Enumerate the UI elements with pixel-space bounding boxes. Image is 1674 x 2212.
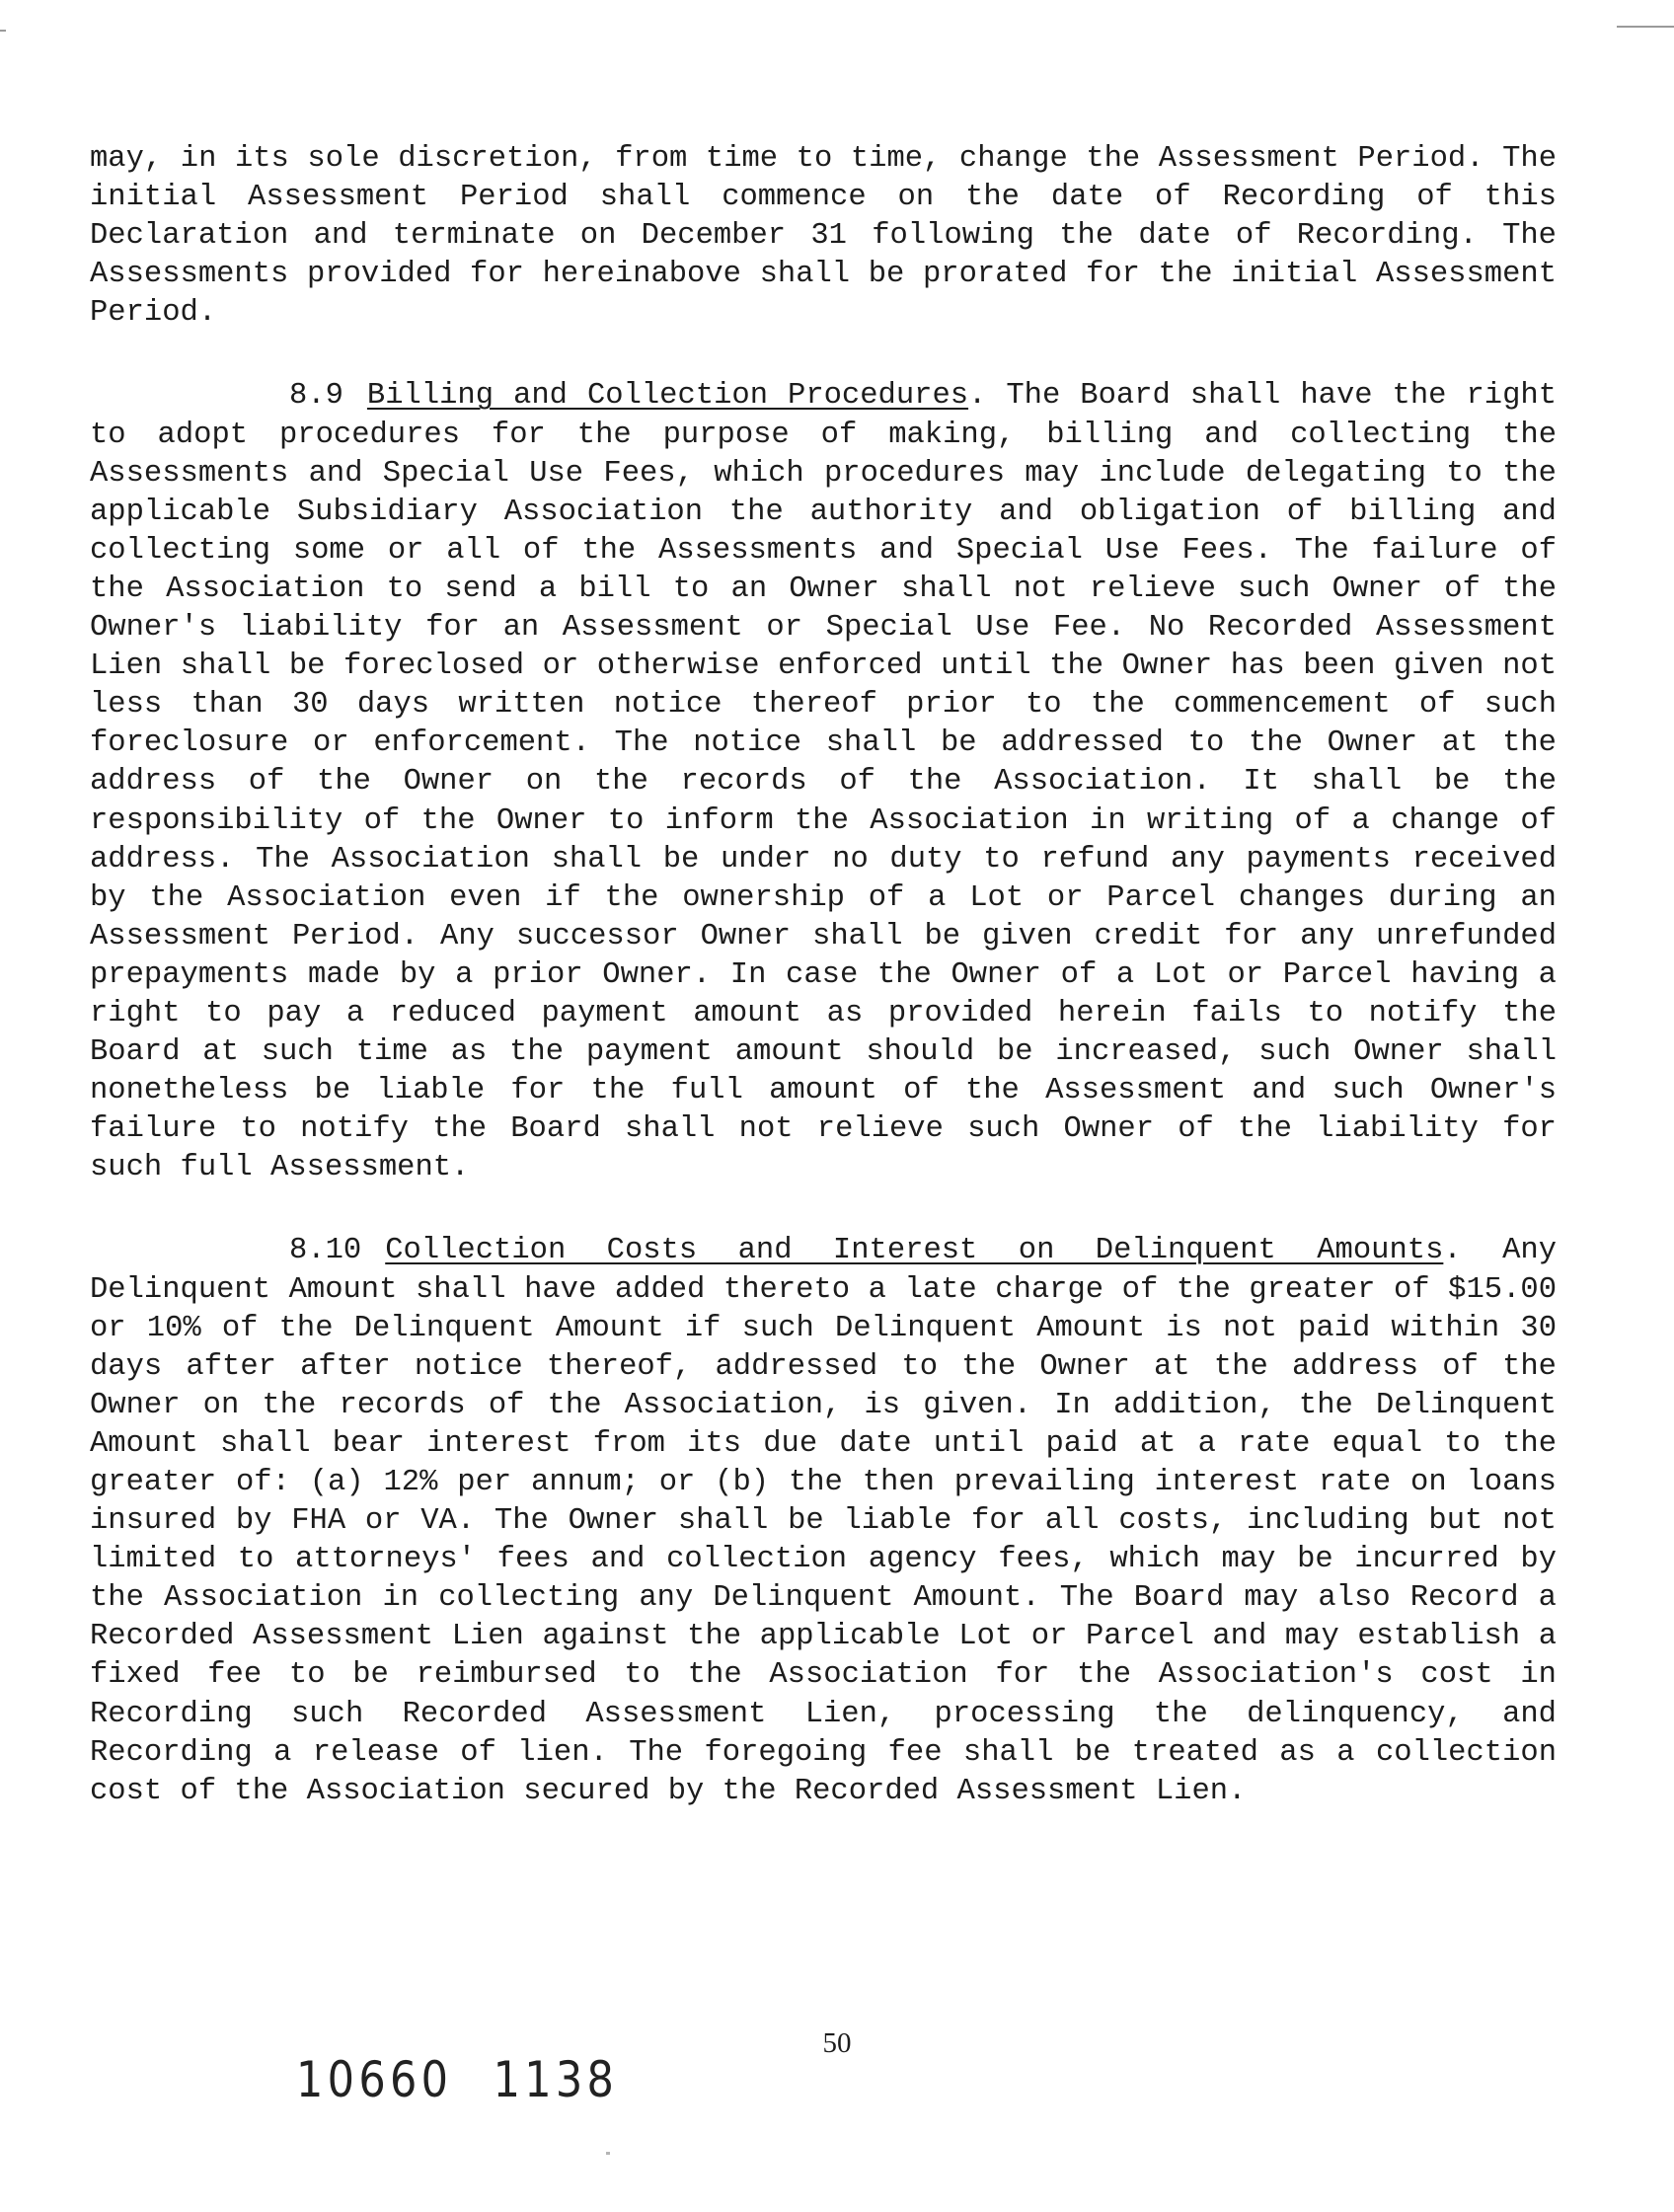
section-number: 8.10 xyxy=(289,1234,362,1268)
recording-book-number: 10660 xyxy=(296,2051,453,2108)
section-heading: Billing and Collection Procedures xyxy=(366,379,969,414)
scan-edge-mark xyxy=(1617,26,1674,28)
page-number: 50 xyxy=(822,2027,852,2059)
recording-page-number: 1138 xyxy=(493,2051,619,2108)
paragraph-text: may, in its sole discretion, from time to time, change the Assessment Period. The initial Assessment Period shall commence on the date of Recording of this Declaration and terminate on December 31 following the date of Recording. The Assessments provided for hereinabove shall be prorated for the initial Assessment Period. xyxy=(90,142,1557,331)
paragraph-text: . Any Delinquent Amount shall have added thereto a late charge of the greater of $15.00 or 10% of the Delinquent Amount if such Delinquent Amount is not paid within 30 days after after notice thereof, addressed to the Owner at the address of the Owner on the records of the Association, is given. In addition, the Delinquent Amount shall bear interest from its due date until paid at a rate equal to the greater of: (a) 12% per annum; or (b) the then prevailing interest rate on loans insured by FHA or VA. The Owner shall be liable for all costs, including but not limited to attorneys' fees and collection agency fees, which may be incurred by the Association in collecting any Delinquent Amount. The Board may also Record a Recorded Assessment Lien against the applicable Lot or Parcel and may establish a fixed fee to be reimbursed to the Association for the Association's cost in Recording such Recorded Assessment Lien, processing the delinquency, and Recording a release of lien. The foregoing fee shall be treated as a collection cost of the Association secured by the Recorded Assessment Lien. xyxy=(90,1234,1558,1808)
scan-edge-mark xyxy=(0,30,6,32)
section-number: 8.9 xyxy=(289,379,343,414)
scan-speck xyxy=(606,2152,610,2155)
document-body xyxy=(90,140,1557,1856)
continuation-paragraph xyxy=(90,140,1557,333)
section-8-10-paragraph xyxy=(90,1232,1557,1810)
paragraph-text: . The Board shall have the right to adopt procedures for the purpose of making, billing and collecting the Assessments and Special Use Fees, which procedures may include delegating to the applicable Subsidiary Association the authority and obligation of billing and collecting some or all of the Assessments and Special Use Fees. The failure of the Association to send a bill to an Owner shall not relieve such Owner of the Owner's liability for an Assessment or Special Use Fee. No Recorded Assessment Lien shall be foreclosed or otherwise enforced until the Owner has been given not less than 30 days written notice thereof prior to the commencement of such foreclosure or enforcement. The notice shall be addressed to the Owner at the address of the Owner on the records of the Association. It shall be the responsibility of the Owner to inform the Association in writing of a change of address. The Association shall be under no duty to refund any payments received by the Association even if the ownership of a Lot or Parcel changes during an Assessment Period. Any successor Owner shall be given credit for any unrefunded prepayments made by a prior Owner. In case the Owner of a Lot or Parcel having a right to pay a reduced payment amount as provided herein fails to notify the Board at such time as the payment amount should be increased, such Owner shall nonetheless be liable for the full amount of the Assessment and such Owner's failure to notify the Board shall not relieve such Owner of the liability for such full Assessment. xyxy=(90,379,1557,1185)
section-heading: Collection Costs and Interest on Delinquent Amounts xyxy=(385,1234,1444,1268)
recording-stamp xyxy=(296,2051,618,2108)
section-8-9-paragraph xyxy=(90,377,1557,1187)
